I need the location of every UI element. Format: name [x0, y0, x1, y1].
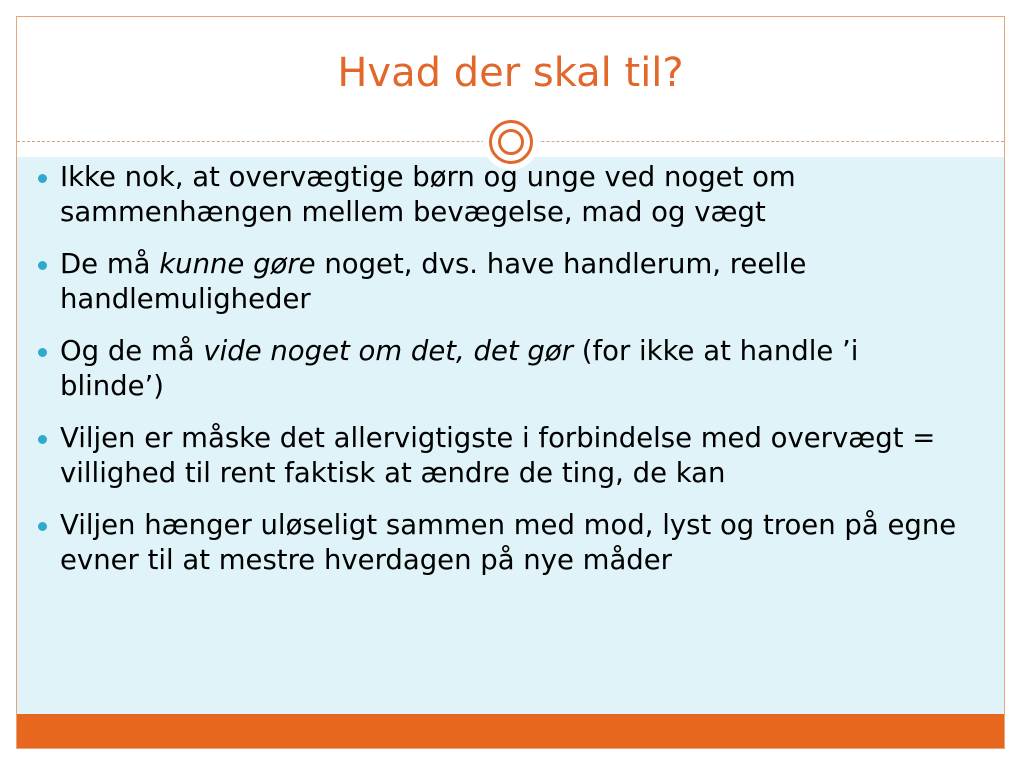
ornament-outer-ring: [489, 120, 533, 164]
ornament-inner-ring: [498, 129, 524, 155]
bottom-accent-bar: [17, 714, 1004, 748]
bullet-text: De må: [60, 248, 160, 280]
bullet-emphasis: vide noget om det, det gør: [203, 335, 574, 367]
bullet-text: Og de må: [60, 335, 204, 367]
bullet-item: [38, 508, 968, 578]
bullet-item: [38, 334, 968, 404]
bullet-item: [38, 421, 968, 491]
bullet-text: noget, dvs. have handlerum, reelle handlemuligheder: [60, 248, 807, 315]
bullet-dot-icon: [38, 348, 47, 357]
bullet-text: Viljen er måske det allervigtigste i forbindelse med overvægt = villighed til rent faktisk at ændre de ting, de kan: [60, 422, 936, 489]
bullet-text: (for ikke at handle ’i blinde’): [60, 335, 859, 402]
slide-title: Hvad der skal til?: [337, 50, 684, 96]
bullet-text: Ikke nok, at overvægtige børn og unge ved noget om sammenhængen mellem bevægelse, mad og vægt: [60, 161, 796, 228]
bullet-dot-icon: [38, 261, 47, 270]
bullet-dot-icon: [38, 435, 47, 444]
bullet-item: [38, 247, 968, 317]
bullet-emphasis: kunne gøre: [159, 248, 316, 280]
bullet-item: [38, 160, 968, 230]
bullet-text: Viljen hænger uløseligt sammen med mod, lyst og troen på egne evner til at mestre hverdagen på nye måder: [60, 509, 957, 576]
bullet-list: [38, 160, 968, 595]
bullet-dot-icon: [38, 174, 47, 183]
bullet-dot-icon: [38, 522, 47, 531]
